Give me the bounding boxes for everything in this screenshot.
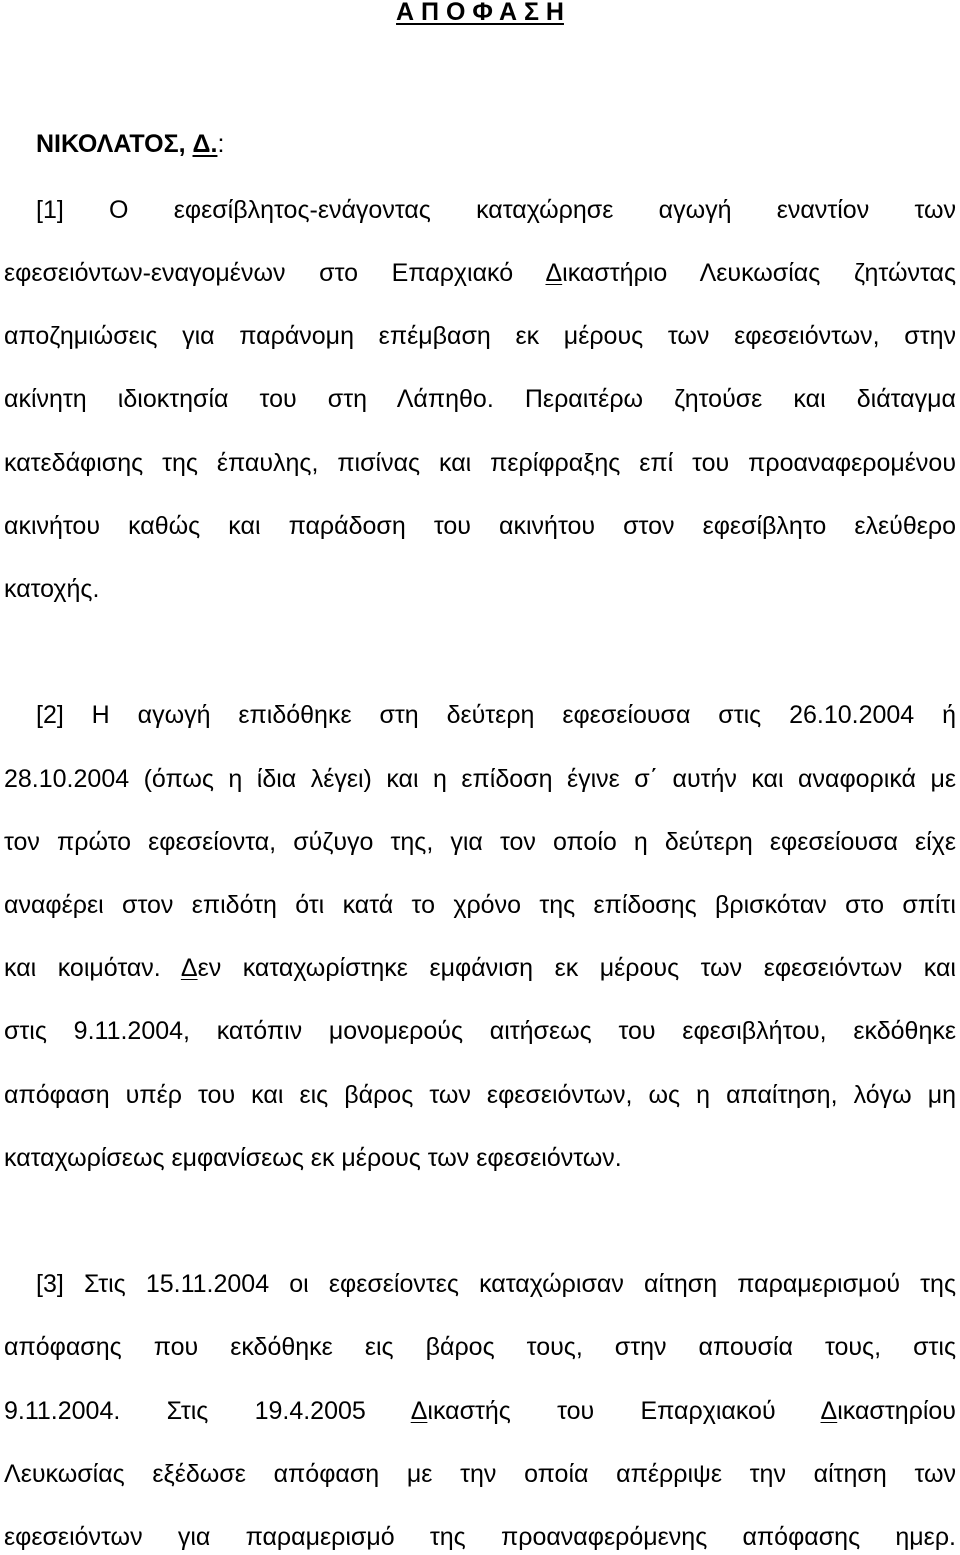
underlined-letter: Δ [820,1397,838,1425]
paragraph-1-line-3: αποζημιώσεις για παράνομη επέμβαση εκ μέρους των εφεσειόντων, στην [4,322,956,350]
paragraph-2-line-7: απόφαση υπέρ του και εις βάρος των εφεσειόντων, ως η απαίτηση, λόγω μη [4,1081,956,1109]
paragraph-1-line-1: [1] Ο εφεσίβλητος-ενάγοντας καταχώρησε αγωγή εναντίον των [36,196,956,224]
judge-initial: Δ. [192,130,218,158]
document-title: Α Π Ο Φ Α Σ Η [396,0,564,26]
paragraph-2-line-4: αναφέρει στον επιδότη ότι κατά το χρόνο της επίδοσης βρισκόταν στο σπίτι [4,891,956,919]
paragraph-1-line-4: ακίνητη ιδιοκτησία του στη Λάπηθο. Περαιτέρω ζητούσε και διάταγμα [4,385,956,413]
judge-colon: : [217,130,225,158]
paragraph-1-line-6: ακινήτου καθώς και παράδοση του ακινήτου στον εφεσίβλητο ελεύθερο [4,512,956,540]
paragraph-3-line-3: 9.11.2004. Στις 19.4.2005 Δικαστής του Επαρχιακού Δικαστηρίου [4,1397,956,1425]
judge-name: ΝΙΚΟΛΑΤΟΣ, [36,130,186,158]
underlined-letter: Δ [545,259,563,287]
paragraph-2-line-8: καταχωρίσεως εμφανίσεως εκ μέρους των εφεσειόντων. [4,1144,622,1172]
underlined-letter: Δ [410,1397,428,1425]
paragraph-1-line-2: εφεσειόντων-εναγομένων στο Επαρχιακό Δικαστήριο Λευκωσίας ζητώντας [4,259,956,287]
paragraph-2-line-6: στις 9.11.2004, κατόπιν μονομερούς αιτήσεως του εφεσιβλήτου, εκδόθηκε [4,1017,956,1045]
paragraph-3-line-2: απόφασης που εκδόθηκε εις βάρος τους, στην απουσία τους, στις [4,1333,956,1361]
paragraph-2-line-2: 28.10.2004 (όπως η ίδια λέγει) και η επίδοση έγινε σ΄ αυτήν και αναφορικά με [4,765,956,793]
paragraph-2-line-1: [2] Η αγωγή επιδόθηκε στη δεύτερη εφεσείουσα στις 26.10.2004 ή [36,701,956,729]
underlined-letter: Δ [180,954,198,982]
paragraph-1-line-5: κατεδάφισης της έπαυλης, πισίνας και περίφραξης επί του προαναφερομένου [4,449,956,477]
paragraph-3-line-5: εφεσειόντων για παραμερισμό της προαναφερόμενης απόφασης ημερ. [4,1523,956,1551]
paragraph-1-line-7: κατοχής. [4,575,100,603]
paragraph-2-line-5: και κοιμόταν. Δεν καταχωρίστηκε εμφάνιση εκ μέρους των εφεσειόντων και [4,954,956,982]
paragraph-2-line-3: τον πρώτο εφεσείοντα, σύζυγο της, για τον οποίο η δεύτερη εφεσείουσα είχε [4,828,956,856]
paragraph-3-line-1: [3] Στις 15.11.2004 οι εφεσείοντες καταχώρισαν αίτηση παραμερισμού της [36,1270,956,1298]
judge-heading [36,126,224,162]
paragraph-3-line-4: Λευκωσίας εξέδωσε απόφαση με την οποία απέρριψε την αίτηση των [4,1460,956,1488]
